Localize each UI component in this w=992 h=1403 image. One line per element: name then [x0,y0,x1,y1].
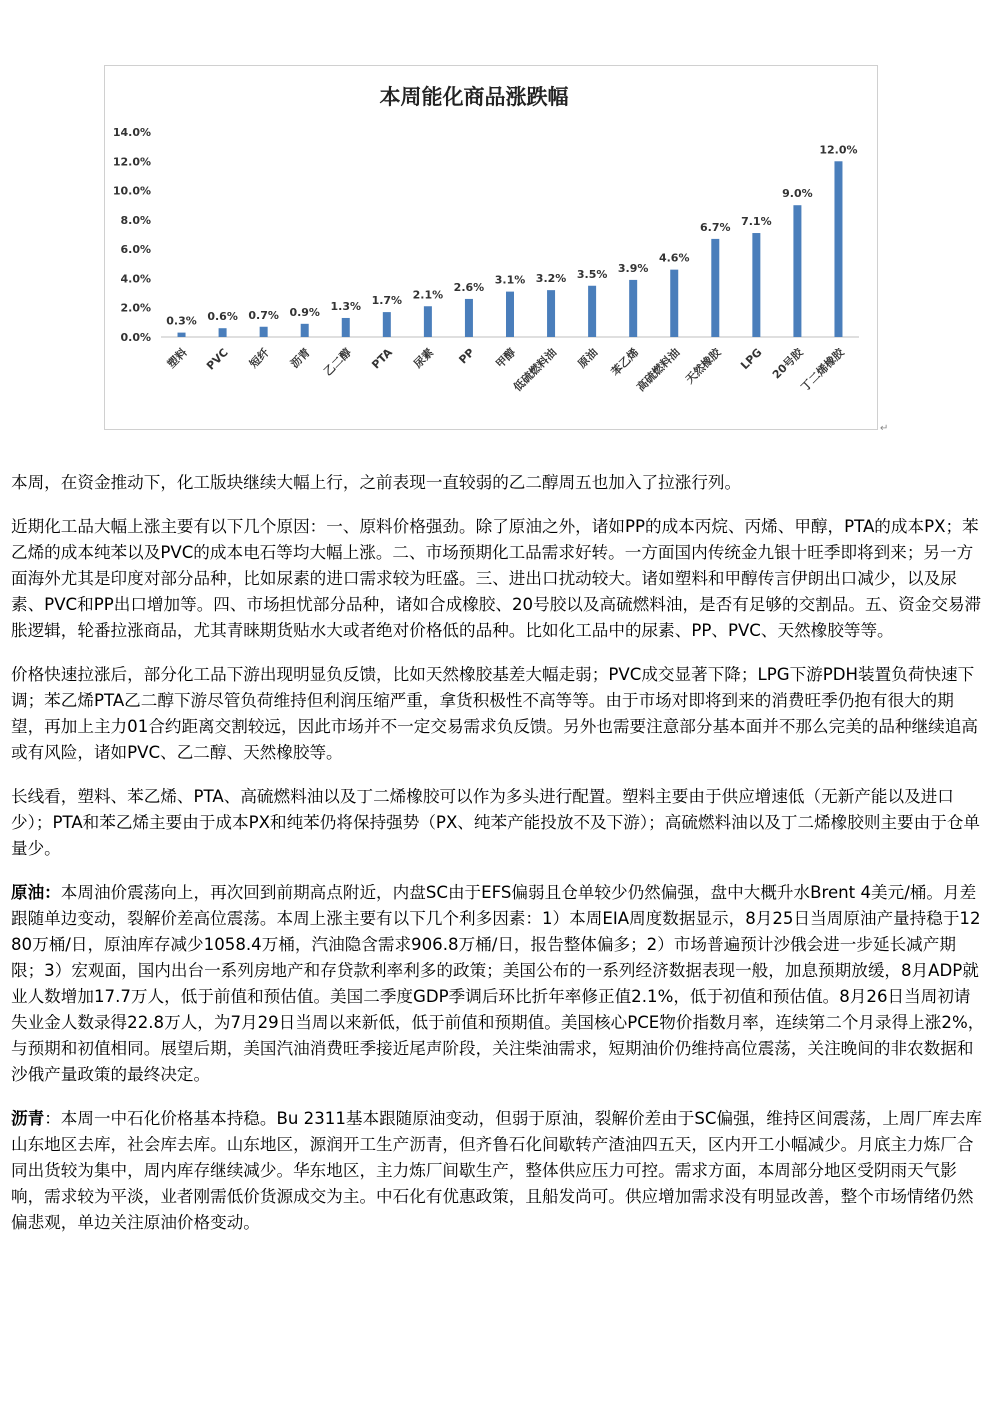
x-tick-label: 沥青 [288,345,313,371]
bar [301,324,309,337]
y-tick-label: 10.0% [112,184,151,198]
paragraph-crude-oil [11,880,986,1088]
y-tick-label: 4.0% [120,272,151,286]
bar [383,312,391,337]
price-change-chart [104,65,878,430]
bar [219,328,227,337]
x-tick-label: 塑料 [164,345,190,371]
chart-canvas [105,66,879,431]
data-label: 0.6% [207,310,238,324]
bar [465,299,473,337]
bar [424,306,432,337]
data-label: 1.7% [371,294,403,308]
bar [793,205,801,337]
bar [752,233,760,337]
y-tick-label: 6.0% [120,243,151,257]
bar [629,280,637,337]
data-label: 0.9% [289,305,320,319]
return-mark: ↵ [880,423,889,434]
asphalt-body: ：本周一中石化价格基本持稳。Bu 2311基本跟随原油变动，但弱于原油，裂解价差由于SC偏强，维持区间震荡，上周厂库去库山东地区去库，社会库去库。山东地区，源润开工生产沥青，但齐鲁石化间歇转产渣油四五天，区内开工小幅减少。月底主力炼厂合同出货较为集中，周内库存继续减少。华东地区，主力炼厂间歇生产，整体供应压力可控。需求方面，本周部分地区受阴雨天气影响，需求较为平淡，业者刚需低价货源成交为主。中石化有优惠政策，且船发尚可。供应增加需求没有明显改善，整个市场情绪仍然偏悲观，单边关注原油价格变动。 [11,1109,982,1232]
y-tick-label: 12.0% [112,155,151,169]
bar [711,239,719,337]
paragraph-reasons: 近期化工品大幅上涨主要有以下几个原因：一、原料价格强劲。除了原油之外，诸如PP的成本丙烷、丙烯、甲醇，PTA的成本PX；苯乙烯的成本纯苯以及PVC的成本电石等均大幅上涨。二、市场预期化工品需求好转。一方面国内传统金九银十旺季即将到来；另一方面海外尤其是印度对部分品种，比如尿素的进口需求较为旺盛。三、进出口扰动较大。诸如塑料和甲醇传言伊朗出口减少，以及尿素、PVC和PP出口增加等。四、市场担忧部分品种，诸如合成橡胶、20号胶以及高硫燃料油，是否有足够的交割品。五、资金交易滞胀逻辑，轮番拉涨商品，尤其青睐期货贴水大或者绝对价格低的品种。比如化工品中的尿素、PP、PVC、天然橡胶等等。 [11,517,982,640]
chart-title: 本周能化商品涨跌幅 [379,85,569,109]
x-tick-label: 天然橡胶 [683,345,724,387]
bar [670,270,678,337]
paragraph-long-term: 长线看，塑料、苯乙烯、PTA、高硫燃料油以及丁二烯橡胶可以作为多头进行配置。塑料主要由于供应增速低（无新产能以及进口少）；PTA和苯乙烯主要由于成本PX和纯苯仍将保持强势（PX、纯苯产能投放不及下游）；高硫燃料油以及丁二烯橡胶则主要由于仓单量少。 [11,787,981,858]
crude-oil-body: 本周油价震荡向上，再次回到前期高点附近，内盘SC由于EFS偏弱且仓单较少仍然偏强，盘中大概升水Brent 4美元/桶。月差跟随单边变动，裂解价差高位震荡。本周上涨主要有以下几个利多因素：1）本周EIA周度数据显示，8月25日当周原油产量持稳于1280万桶/日，原油库存减少1058.4万桶，汽油隐含需求906.8万桶/日，报告整体偏多；2）市场普遍预计沙俄会进一步延长减产期限；3）宏观面，国内出台一系列房地产和存贷款利率利多的政策；美国公布的一系列经济数据表现一般，加息预期放缓，8月ADP就业人数增加17.7万人，低于前值和预估值。美国二季度GDP季调后环比折年率修正值2.1%，低于初值和预估值。8月26日当周初请失业金人数录得22.8万人，为7月29日当周以来新低，低于前值和预期值。美国核心PCE物价指数月率，连续第二个月录得上涨2%，与预期和初值相同。展望后期，美国汽油消费旺季接近尾声阶段，关注柴油需求，短期油价仍维持高位震荡，关注晚间的非农数据和沙俄产量政策的最终决定。 [11,883,985,1084]
paragraph-summary: 本周，在资金推动下，化工版块继续大幅上行，之前表现一直较弱的乙二醇周五也加入了拉涨行列。 [11,473,742,492]
x-tick-label: 尿素 [411,345,437,371]
article-body [11,470,986,1254]
bar [506,292,514,337]
x-tick-label: 高硫燃料油 [634,345,683,395]
data-label: 1.3% [330,299,362,313]
x-tick-label: LPG [738,345,765,373]
data-label: 3.1% [494,273,526,287]
bar [834,161,842,337]
y-axis [113,126,151,344]
data-label: 12.0% [819,143,858,157]
data-label: 4.6% [658,251,690,265]
y-tick-label: 14.0% [112,126,151,139]
paragraph-feedback: 价格快速拉涨后，部分化工品下游出现明显负反馈，比如天然橡胶基差大幅走弱；PVC成交显著下降；LPG下游PDH装置负荷快速下调；苯乙烯PTA乙二醇下游尽管负荷维持但利润压缩严重，拿货积极性不高等等。由于市场对即将到来的消费旺季仍抱有很大的期望，再加上主力01合约距离交割较远，因此市场并不一定交易需求负反馈。另外也需要注意部分基本面并不那么完美的品种继续追高或有风险，诸如PVC、乙二醇、天然橡胶等。 [11,665,978,762]
data-label: 0.7% [248,308,279,322]
bar [342,318,350,337]
data-label: 9.0% [782,187,813,201]
y-tick-label: 2.0% [120,301,151,315]
y-tick-label: 8.0% [120,213,151,227]
data-label: 2.6% [453,280,485,294]
bar [547,290,555,337]
data-label: 3.5% [576,267,608,281]
data-label: 6.7% [700,220,731,234]
x-tick-label: PP [456,345,478,367]
bar [260,327,268,337]
section-title-asphalt: 沥青 [11,1109,45,1128]
x-tick-label: 丁二烯橡胶 [798,345,847,395]
y-tick-label: 0.0% [120,331,151,344]
bar [588,286,596,337]
x-tick-label: 乙二醇 [321,345,354,379]
x-tick-label: PTA [369,345,395,372]
x-tick-label: 原油 [575,345,601,371]
paragraph-asphalt [11,1106,986,1236]
x-tick-label: 甲醇 [493,345,519,371]
x-tick-label: 20号胶 [769,345,806,382]
section-title-crude-oil: 原油： [11,883,61,902]
x-tick-label: 苯乙烯 [608,345,642,379]
data-label: 7.1% [741,215,772,229]
data-label: 3.2% [535,272,567,286]
data-label: 2.1% [412,288,444,302]
x-tick-label: 短纤 [247,345,272,371]
data-label: 3.9% [617,261,649,275]
x-axis-labels [164,345,847,394]
data-label: 0.3% [166,314,197,328]
x-tick-label: 低硫燃料油 [511,345,560,395]
bar [178,333,186,337]
x-tick-label: PVC [204,345,231,373]
